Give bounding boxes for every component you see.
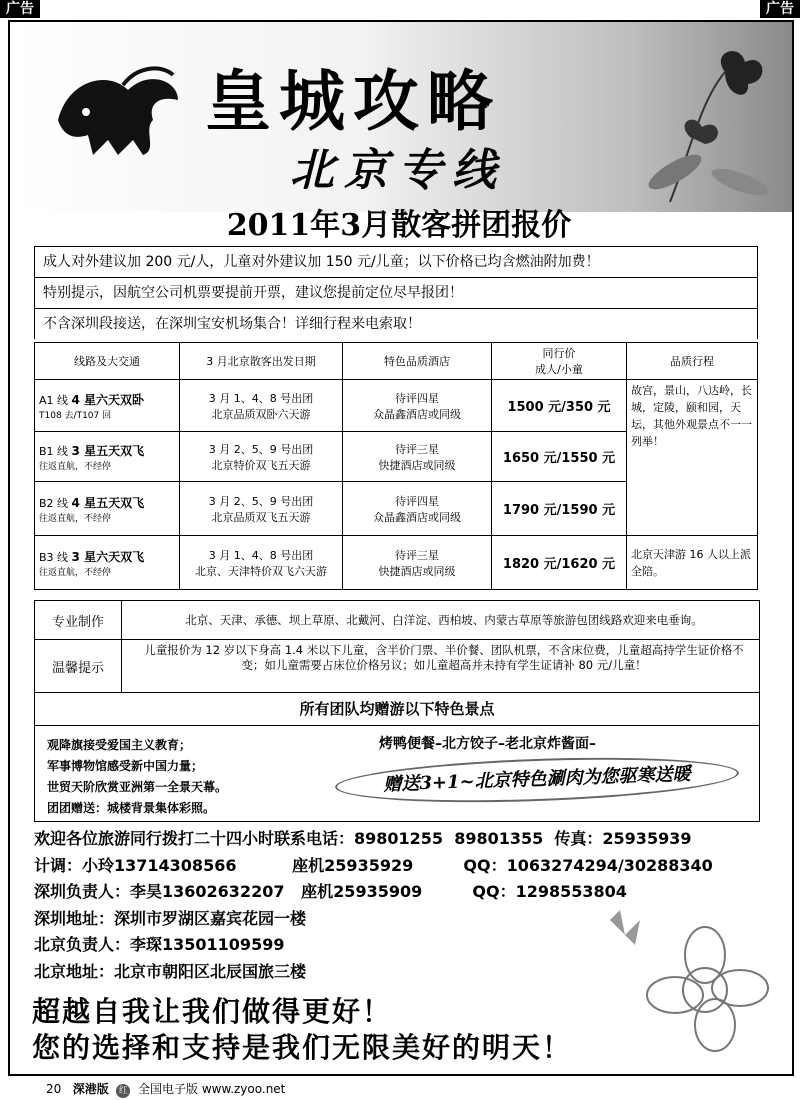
hotel-cell: 待评三星 快捷酒店或同级 [343,536,492,590]
table-header-row [35,343,758,380]
gift-handwritten: 赠送3+1~北京特色涮肉为您驱寒送暖 [334,752,739,808]
list-item: 军事博物馆感受新中国力量； [47,759,204,773]
route-cell: B3 线 3 星六天双飞 往返直航，不经停 [35,536,180,590]
pro-section [34,600,760,640]
site-link[interactable]: 全国电子版 www.zyoo.net [138,1082,286,1096]
list-item: 团团赠送：城楼背景集体彩照。 [47,801,216,815]
price-cell: 1500 元/350 元 [492,380,627,432]
route-cell: B1 线 3 星五天双飞 往返直航，不经停 [35,432,180,482]
headline: 2011年3月散客拼团报价 [226,208,572,243]
gift-section [34,692,760,822]
col-route: 线路及大交通 [35,343,180,380]
contact-bj-address: 北京地址：北京市朝阳区北辰国旅三楼 [34,961,307,981]
route-cell: A1 线 4 星六天双卧 T108 去/T107 回 [35,380,180,432]
col-dates: 3 月北京散客出发日期 [180,343,343,380]
qilin-logo-icon [48,60,188,160]
list-item: 世贸天阶欣赏亚洲第一全景天幕。 [47,780,228,794]
flower-butterfly-icon [590,900,780,1060]
flower-icon [630,42,780,212]
hotel-cell: 待评四星 众晶鑫酒店或同级 [343,380,492,432]
itinerary-b3-cell: 北京天津游 16 人以上派全陪。 [627,536,758,590]
pro-label: 专业制作 [35,601,122,639]
contact-sz-manager: 深圳负责人：李昊13602632207 座机25935909 QQ：1298553804 [34,882,627,901]
col-hotel: 特色品质酒店 [343,343,492,380]
list-item: 观降旗接受爱国主义教育； [47,738,192,752]
contact-hotline: 欢迎各位旅游同行拨打二十四小时联系电话：89801255 89801355 传真：25935939 [34,829,692,848]
contact-dispatcher: 计调：小玲13714308566 座机25935929 QQ：1063274294/30288340 [34,855,713,875]
ad-tag-right: 广告 [760,0,800,18]
hotel-cell: 待评三星 快捷酒店或同级 [343,432,492,482]
slogan-1: 超越自我让我们做得更好！ [32,995,393,1028]
notice-price: 成人对外建议加 200 元/人，儿童对外建议加 150 元/儿童；以下价格已均含燃油附加费！ [34,246,758,277]
price-cell: 1790 元/1590 元 [492,482,627,536]
itinerary-cell: 故宫，景山，八达岭，长城，定陵，颐和园，天坛，其他外观景点不一一列举！ [627,380,758,536]
price-cell: 1820 元/1620 元 [492,536,627,590]
edition-badge: 红 [116,1084,130,1098]
gift-food: 烤鸭便餐–北方饺子–老北京炸酱面– [379,736,596,752]
route-table [34,342,758,590]
tip-label: 温馨提示 [35,640,122,692]
col-price: 同行价 成人/小童 [492,343,627,380]
price-cell: 1650 元/1550 元 [492,432,627,482]
contact-bj-manager: 北京负责人：李琛13501109599 [34,935,285,954]
footer [46,1080,285,1098]
gift-list [47,735,227,819]
tip-section [34,639,760,693]
notice-list [34,246,758,339]
dates-cell: 3 月 2、5、9 号出团 北京品质双飞五天游 [180,482,343,536]
table-row [35,380,758,432]
contact-sz-address: 深圳地址：深圳市罗湖区嘉宾花园一楼 [34,908,307,928]
notice-booking: 特别提示，因航空公司机票要提前开票，建议您提前定位尽早报团！ [34,277,758,308]
gift-title: 所有团队均赠游以下特色景点 [35,693,759,726]
dates-cell: 3 月 2、5、9 号出团 北京特价双飞五天游 [180,432,343,482]
banner-subtitle: 北京专线 [290,145,506,196]
route-cell: B2 线 4 星五天双飞 往返直航，不经停 [35,482,180,536]
pro-text: 北京、天津、承德、坝上草原、北戴河、白洋淀、西柏坡、内蒙古草原等旅游包团线路欢迎来电垂询。 [185,613,703,627]
hotel-cell: 待评四星 众晶鑫酒店或同级 [343,482,492,536]
col-itinerary: 品质行程 [627,343,758,380]
tip-text: 儿童报价为 12 岁以下身高 1.4 米以下儿童，含半价门票、半价餐、团队机票，不含床位费，儿童超高持学生证价格不变；如儿童需要占床位价格另议；如儿童超高并未持有学生证请补 80 元/儿童！ [144,643,744,672]
banner [10,22,792,212]
notice-transfer: 不含深圳段接送，在深圳宝安机场集合！详细行程来电索取！ [34,308,758,339]
edition: 深港版 [72,1082,109,1096]
page-number: 20 [46,1082,62,1096]
banner-title: 皇城攻略 [205,62,501,140]
table-row [35,536,758,590]
dates-cell: 3 月 1、4、8 号出团 北京、天津特价双飞六天游 [180,536,343,590]
slogan-2: 您的选择和支持是我们无限美好的明天！ [32,1031,573,1064]
ad-tag-left: 广告 [0,0,40,18]
dates-cell: 3 月 1、4、8 号出团 北京品质双卧六天游 [180,380,343,432]
